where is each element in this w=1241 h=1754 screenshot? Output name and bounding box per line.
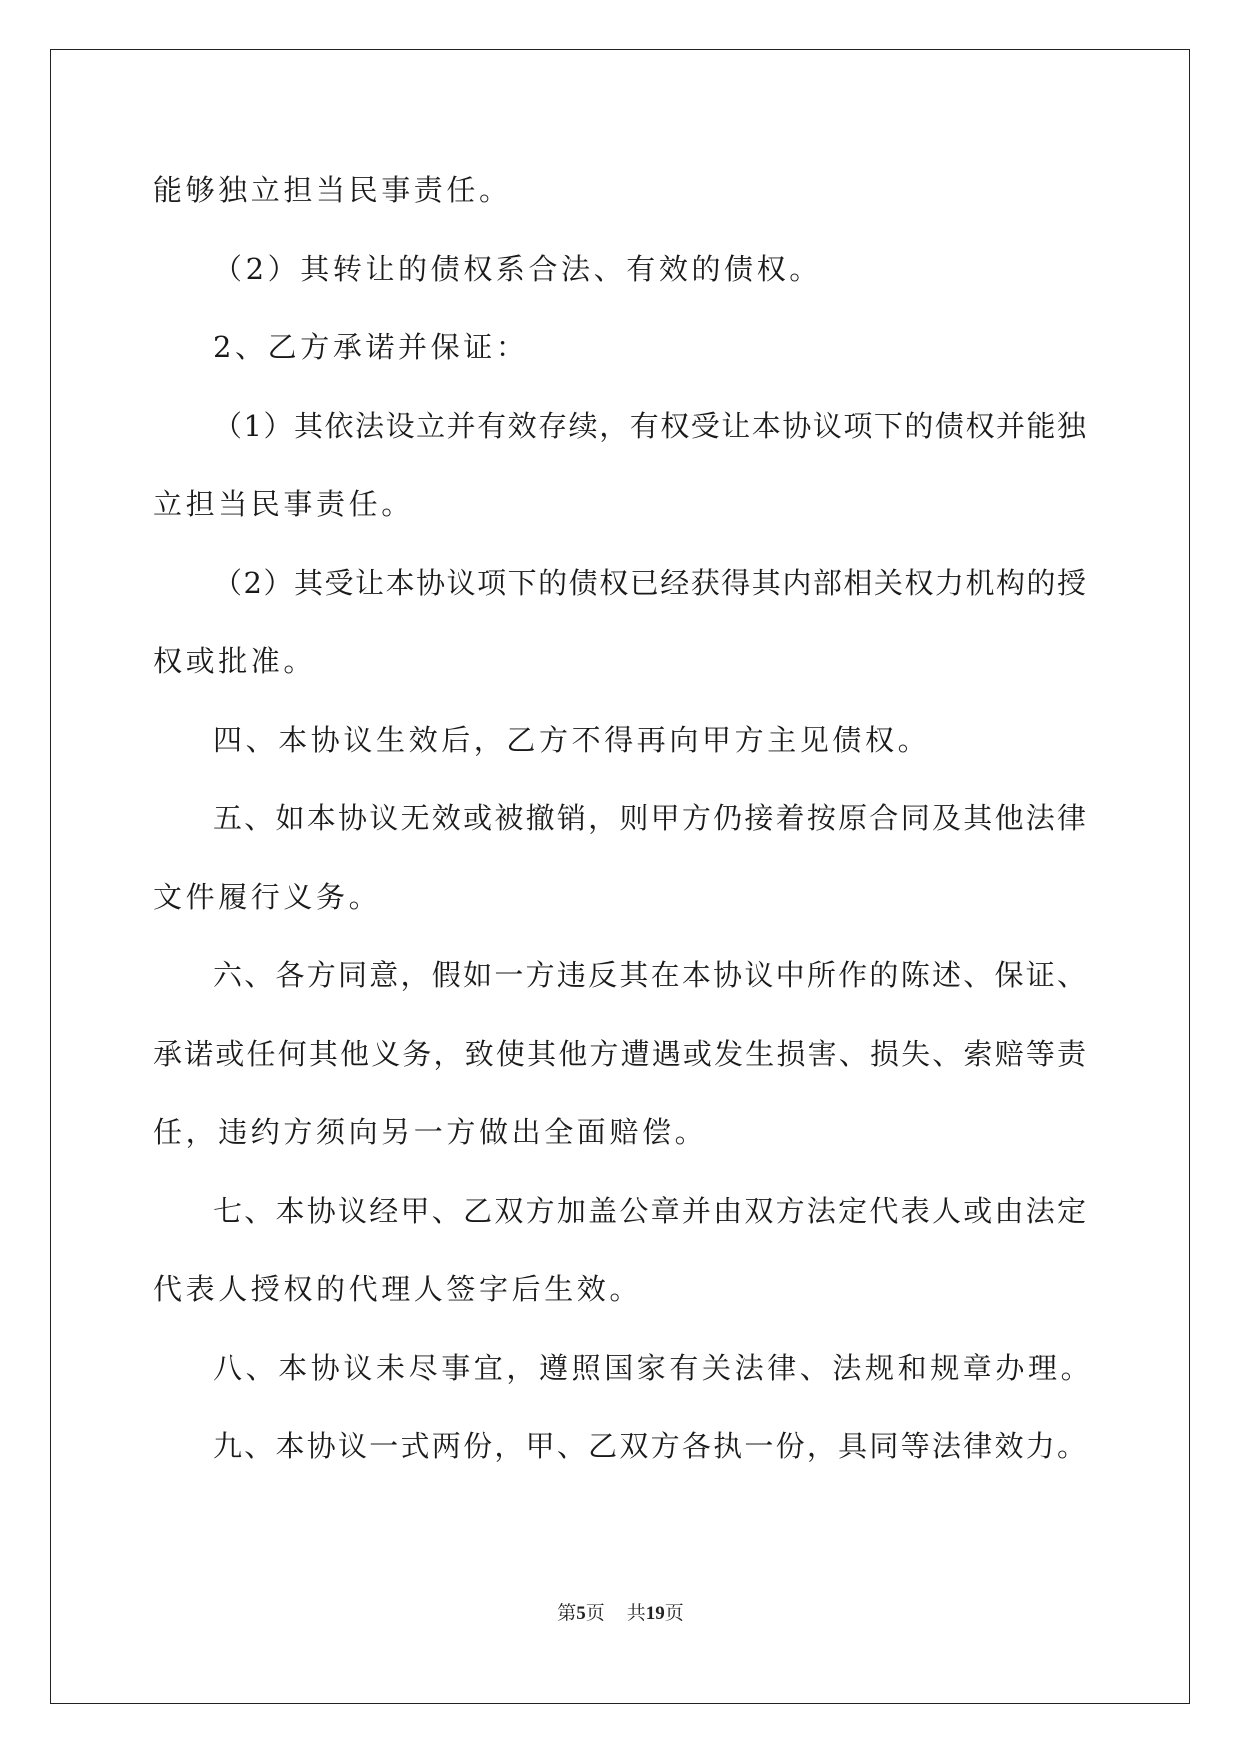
text-line: 文件履行义务。	[153, 880, 382, 914]
text-line: 六、各方同意，假如一方违反其在本协议中所作的陈述、保证、	[213, 958, 1086, 992]
text-line: 九、本协议一式两份，甲、乙双方各执一份，具同等法律效力。	[213, 1429, 1086, 1463]
page-footer	[0, 1602, 1241, 1626]
page-prefix: 第	[557, 1603, 577, 1624]
text-line: 五、如本协议无效或被撤销，则甲方仍接着按原合同及其他法律	[213, 801, 1086, 835]
page-suffix: 页	[585, 1603, 605, 1624]
total-suffix: 页	[664, 1603, 684, 1624]
text-line: 立担当民事责任。	[153, 487, 414, 521]
text-line: （2）其转让的债权系合法、有效的债权。	[213, 252, 822, 286]
total-prefix: 共	[626, 1603, 646, 1624]
text-line: （1）其依法设立并有效存续，有权受让本协议项下的债权并能独	[213, 409, 1086, 443]
text-line: 八、本协议未尽事宜，遵照国家有关法律、法规和规章办理。	[213, 1351, 1094, 1385]
text-line: 七、本协议经甲、乙双方加盖公章并由双方法定代表人或由法定	[213, 1194, 1086, 1228]
text-line: 权或批准。	[153, 644, 317, 678]
text-line: （2）其受让本协议项下的债权已经获得其内部相关权力机构的授	[213, 566, 1086, 600]
text-line: 2、乙方承诺并保证：	[213, 330, 529, 364]
text-line: 四、本协议生效后，乙方不得再向甲方主见债权。	[213, 723, 931, 757]
page-number: 5	[576, 1603, 586, 1624]
total-pages: 19	[645, 1603, 665, 1624]
text-line: 代表人授权的代理人签字后生效。	[153, 1272, 643, 1306]
text-line: 能够独立担当民事责任。	[153, 173, 512, 207]
text-line: 任，违约方须向另一方做出全面赔偿。	[153, 1115, 708, 1149]
text-line: 承诺或任何其他义务，致使其他方遭遇或发生损害、损失、索赔等责	[153, 1037, 1086, 1071]
